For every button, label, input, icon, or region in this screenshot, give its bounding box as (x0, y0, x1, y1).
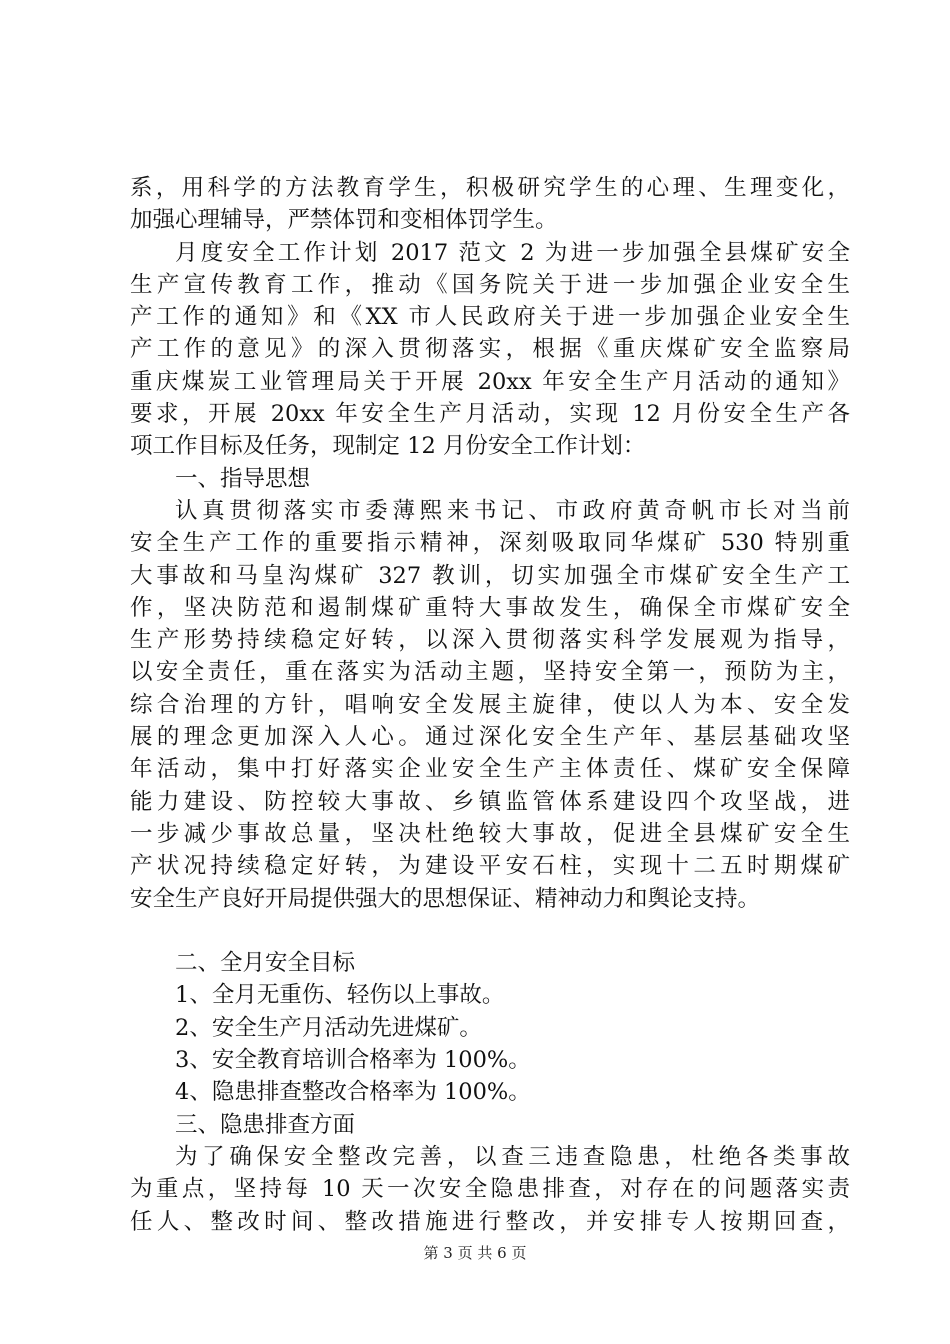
document-body (130, 172, 850, 1238)
text-line: 生产形势持续稳定好转，以深入贯彻落实科学发展观为指导， (130, 627, 850, 654)
text-line: 产状况持续稳定好转，为建设平安石柱，实现十二五时期煤矿 (130, 853, 850, 880)
section-heading: 二、全月安全目标 (175, 950, 356, 977)
text-line: 综合治理的方针，唱响安全发展主旋律，使以人为本、安全发 (130, 691, 850, 718)
text-line: 大事故和马皇沟煤矿 327 教训，切实加强全市煤矿安全生产工 (130, 562, 850, 589)
list-item: 2、安全生产月活动先进煤矿。 (175, 1014, 482, 1041)
text-line: 安全生产工作的重要指示精神，深刻吸取同华煤矿 530 特别重 (130, 530, 850, 557)
section-heading: 三、隐患排查方面 (175, 1111, 356, 1138)
text-line: 产工作的意见》的深入贯彻落实，根据《重庆煤矿安全监察局 (130, 336, 850, 363)
text-line: 系，用科学的方法教育学生，积极研究学生的心理、生理变化， (130, 175, 850, 201)
text-line: 重庆煤炭工业管理局关于开展 20xx 年安全生产月活动的通知》 (130, 368, 850, 395)
list-item: 1、全月无重伤、轻伤以上事故。 (175, 982, 505, 1009)
text-line: 任人、整改时间、整改措施进行整改，并安排专人按期回查， (130, 1208, 850, 1235)
text-line: 生产宣传教育工作，推动《国务院关于进一步加强企业安全生 (130, 271, 850, 298)
text-line: 要求，开展 20xx 年安全生产月活动，实现 12 月份安全生产各 (130, 401, 850, 428)
text-line: 年活动，集中打好落实企业安全生产主体责任、煤矿安全保障 (130, 756, 850, 783)
text-line: 展的理念更加深入人心。通过深化安全生产年、基层基础攻坚 (130, 724, 850, 751)
text-line: 能力建设、防控较大事故、乡镇监管体系建设四个攻坚战，进 (130, 788, 850, 815)
text-line: 加强心理辅导，严禁体罚和变相体罚学生。 (130, 207, 558, 234)
text-line: 月度安全工作计划 2017 范文 2 为进一步加强全县煤矿安全 (175, 239, 850, 266)
page-number: 第 3 页 共 6 页 (423, 1244, 527, 1262)
list-item: 4、隐患排查整改合格率为 100%。 (175, 1079, 531, 1106)
text-line: 安全生产良好开局提供强大的思想保证、精神动力和舆论支持。 (130, 885, 761, 912)
section-heading: 一、指导思想 (175, 465, 311, 492)
list-item: 3、安全教育培训合格率为 100%。 (175, 1047, 531, 1074)
text-line: 一步减少事故总量，坚决杜绝较大事故，促进全县煤矿安全生 (130, 820, 850, 847)
text-line: 为了确保安全整改完善，以查三违查隐患，杜绝各类事故 (175, 1143, 850, 1170)
text-line: 为重点，坚持每 10 天一次安全隐患排查，对存在的问题落实责 (130, 1176, 850, 1203)
text-line: 项工作目标及任务，现制定 12 月份安全工作计划： (130, 433, 646, 460)
paragraph-gap (130, 915, 850, 947)
text-line: 产工作的通知》和《XX 市人民政府关于进一步加强企业安全生 (130, 304, 850, 331)
text-line: 认真贯彻落实市委薄熙来书记、市政府黄奇帆市长对当前 (175, 497, 850, 524)
text-line: 作，坚决防范和遏制煤矿重特大事故发生，确保全市煤矿安全 (130, 594, 850, 621)
text-line: 以安全责任，重在落实为活动主题，坚持安全第一，预防为主， (130, 659, 850, 686)
